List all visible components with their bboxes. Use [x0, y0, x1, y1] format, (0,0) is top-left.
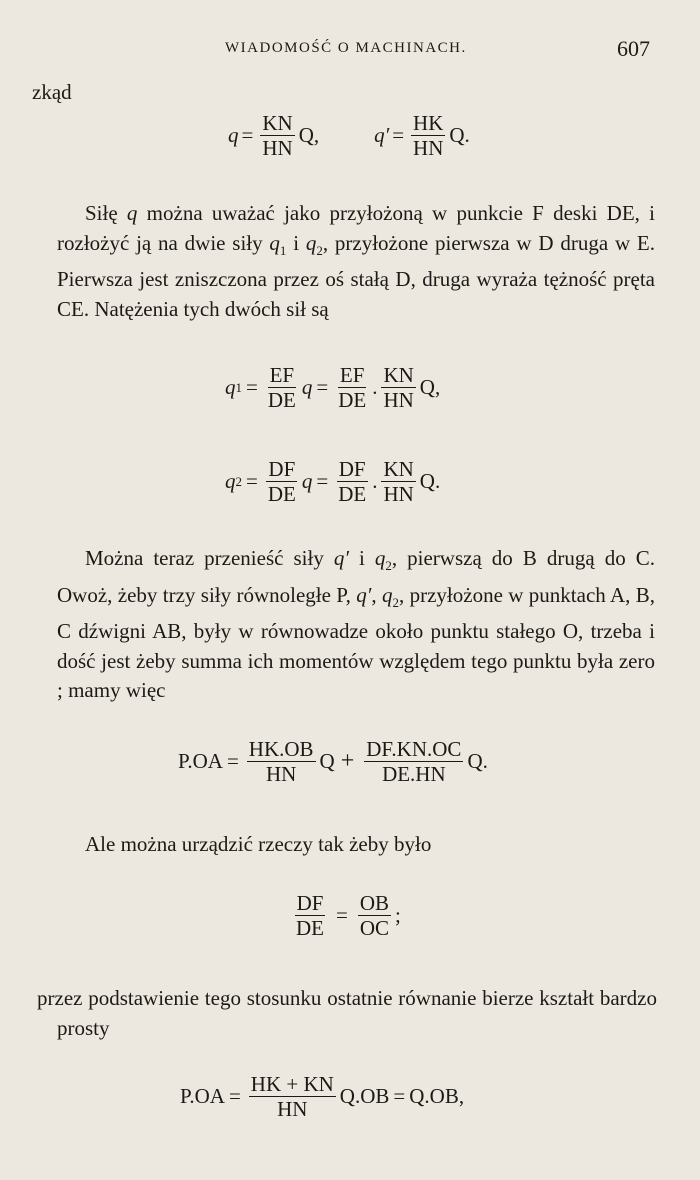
eq6-lhs: P.OA — [180, 1084, 225, 1108]
eq4-plus: + — [340, 748, 355, 774]
eq3-fraction-2 — [336, 458, 368, 505]
zkad-text: zkąd — [32, 80, 72, 104]
eq1-equals-right: = — [392, 123, 405, 147]
eq5-fraction-1 — [294, 892, 326, 939]
eq3-sub: 2 — [235, 473, 242, 489]
eq3-equals-2: = — [316, 469, 329, 493]
running-title: WIADOMOŚĆ O MACHINACH. — [225, 40, 467, 56]
paragraph-4: przez podstawienie tego stosunku ostatnie równanie bierze kształt bardzo prosty — [37, 986, 657, 1040]
eq3-fraction-3 — [381, 458, 415, 505]
eq3-mid: q — [301, 469, 313, 493]
equation-4 — [178, 738, 488, 785]
eq3-equals-1: = — [246, 469, 258, 493]
eq3-factor: Q. — [419, 469, 441, 493]
eq1-den-right: HN — [413, 136, 444, 160]
p2-q2-1: q — [374, 546, 386, 570]
eq2-mid: q — [301, 375, 313, 399]
eq6-den: HN — [277, 1097, 308, 1121]
eq2-fraction-2 — [336, 364, 368, 411]
eq5-num-2: OB — [359, 891, 390, 915]
eq6-fraction — [249, 1073, 336, 1120]
eq2-equals-1: = — [246, 375, 258, 399]
eq2-fraction-3 — [381, 364, 415, 411]
equation-2 — [225, 364, 440, 411]
eq3-num-1: DF — [268, 457, 296, 481]
equation-3 — [225, 458, 440, 505]
eq5-den-2: OC — [359, 916, 390, 940]
p1-q1-symbol: q — [269, 230, 280, 255]
eq1-lhs: q — [228, 123, 239, 147]
p2-text-d: , — [371, 582, 382, 607]
eq2-den-1: DE — [267, 388, 296, 412]
eq5-semicolon: ; — [395, 903, 401, 927]
eq1-fraction-left — [260, 112, 294, 159]
eq6-num: HK + KN — [250, 1072, 334, 1096]
eq5-den-1: DE — [296, 916, 324, 940]
eq3-den-1: DE — [267, 482, 296, 506]
eq2-lhs: q — [225, 375, 236, 399]
eq4-factor: Q. — [467, 749, 488, 773]
eq3-lhs: q — [225, 469, 236, 493]
p1-q2-sub: 2 — [316, 242, 323, 258]
p1-text-c: i — [286, 230, 306, 255]
eq2-equals-2: = — [316, 375, 329, 399]
eq6-rhs: Q.OB, — [409, 1084, 465, 1108]
eq6-equals-1: = — [228, 1084, 241, 1108]
p2-q2-sub-2: 2 — [392, 594, 399, 610]
p1-q2-symbol: q — [305, 230, 317, 255]
eq5-num-1: DF — [296, 891, 324, 915]
eq1-rhs-lhs: q′ — [374, 123, 390, 147]
eq4-den-1: HN — [265, 762, 297, 786]
p1-text-b: można uważać jako przyłożoną w punkcie F deski DE, i rozłożyć ją na dwie siły — [57, 201, 655, 255]
paragraph-3: Ale można urządzić rzeczy tak żeby było — [85, 832, 432, 856]
p2-text-c: , pierwszą do B drugą do C. Owoż, żeby trzy siły równoległe P, — [57, 546, 655, 607]
eq3-num-3: KN — [383, 457, 414, 481]
paragraph-2 — [57, 544, 655, 706]
eq1-num-left: KN — [262, 111, 293, 135]
eq3-dot: . — [372, 469, 378, 493]
p2-text-a: Można teraz przenieść siły — [85, 546, 334, 570]
eq1-num-right: HK — [413, 111, 444, 135]
eq2-num-1: EF — [269, 363, 295, 387]
eq2-num-2: EF — [339, 363, 365, 387]
eq2-den-2: DE — [338, 388, 367, 412]
eq2-sub: 1 — [235, 379, 242, 395]
eq1-den-left: HN — [262, 136, 293, 160]
p1-text-d: , przyłożone pierwsza w D druga w E. Pierwsza jest zniszczona przez oś stałą D, druga wyraża tężność pręta CE. Natężenia tych dwóch sił są — [57, 230, 655, 321]
eq4-den-2: DE.HN — [382, 762, 446, 786]
eq3-den-2: DE — [338, 482, 367, 506]
eq2-den-3: HN — [383, 388, 414, 412]
eq4-num-2: DF.KN.OC — [366, 737, 462, 761]
p2-text-e: , przyłożone w punktach A, B, C dźwigni AB, były w równowadze około punktu stałego O, trzeba i dość jest żeby summa ich momentów względem tego punktu była zero ; mamy więc — [57, 582, 656, 703]
equation-5 — [290, 892, 401, 939]
eq1-factor-left: Q, — [298, 123, 320, 147]
eq3-fraction-1 — [266, 458, 298, 505]
eq1-factor-right: Q. — [449, 123, 470, 147]
eq6-mid: Q.OB — [339, 1084, 390, 1108]
eq5-fraction-2 — [358, 892, 391, 939]
p2-qprime-1: q′ — [333, 546, 349, 570]
eq2-dot: . — [372, 375, 378, 399]
paragraph-1 — [57, 199, 655, 324]
eq2-fraction-1 — [266, 364, 298, 411]
eq4-fraction-1 — [247, 738, 316, 785]
p2-qprime-2: q′ — [356, 582, 372, 607]
eq2-num-3: KN — [383, 363, 414, 387]
eq3-den-3: HN — [383, 482, 414, 506]
eq5-equals: = — [336, 903, 348, 927]
p2-q2-2: q — [382, 582, 393, 607]
eq6-equals-2: = — [393, 1084, 406, 1108]
eq4-fraction-2 — [364, 738, 463, 785]
p1-q1-sub: 1 — [279, 242, 287, 258]
eq4-lhs: P.OA — [178, 749, 223, 773]
p1-text-a: Siłę — [85, 201, 127, 225]
eq4-mid: Q — [319, 749, 335, 773]
p1-q-symbol: q — [126, 201, 138, 225]
page-number: 607 — [617, 36, 650, 61]
equation-1 — [228, 112, 470, 159]
eq1-fraction-right — [411, 112, 445, 159]
eq3-num-2: DF — [338, 457, 366, 481]
p2-q2-sub-1: 2 — [385, 558, 392, 574]
p2-text-b: i — [348, 546, 375, 570]
page-header — [0, 36, 700, 70]
eq4-num-1: HK.OB — [248, 737, 314, 761]
equation-6 — [180, 1073, 464, 1120]
eq2-factor: Q, — [419, 375, 441, 399]
eq4-equals: = — [226, 749, 239, 773]
eq1-equals: = — [241, 123, 254, 147]
